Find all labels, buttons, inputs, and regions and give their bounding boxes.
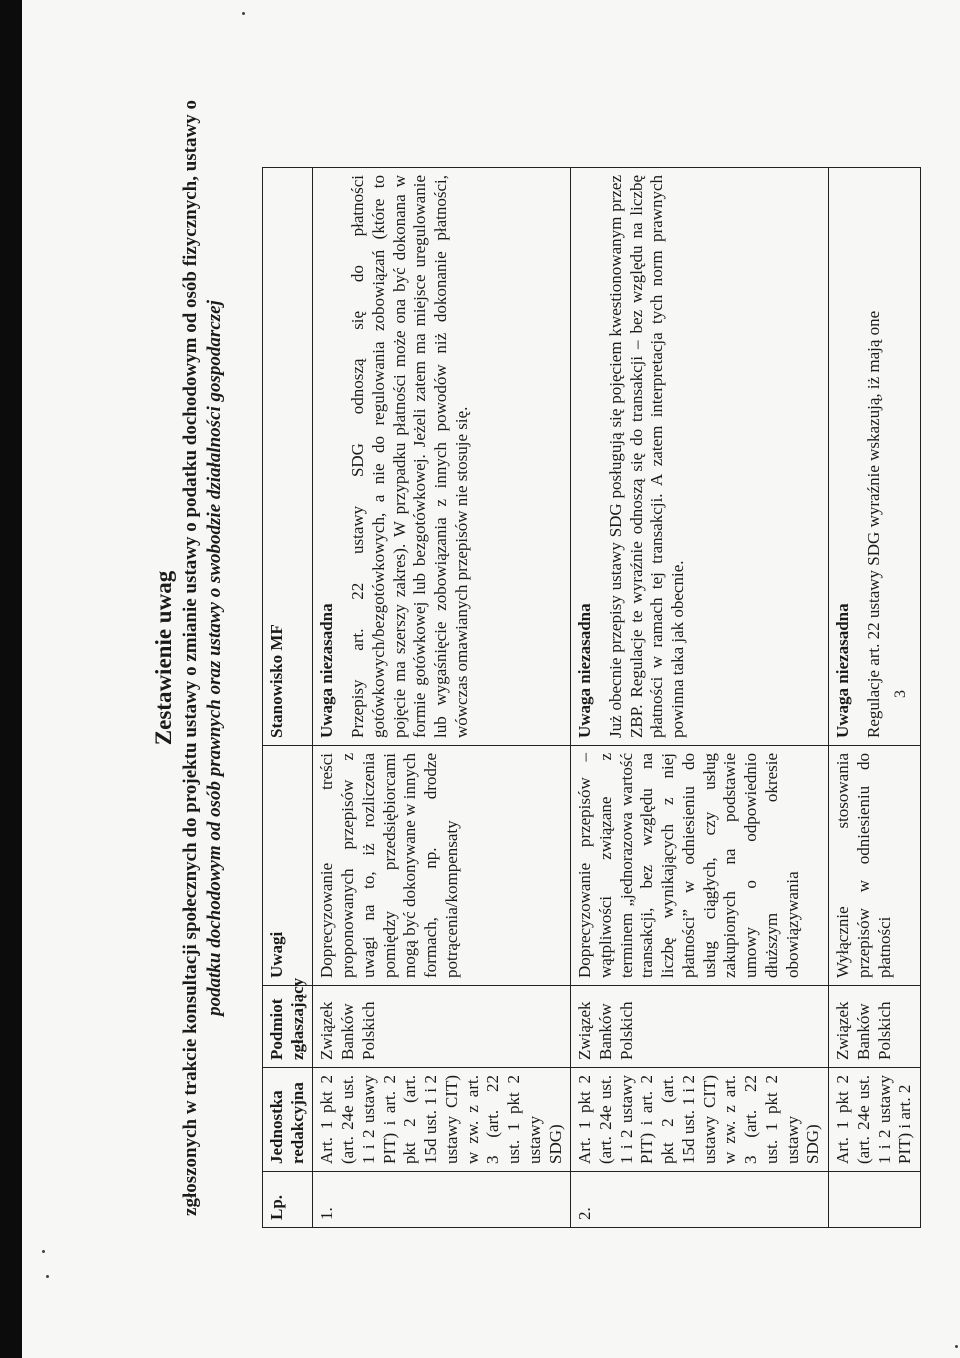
- cell-remarks: Wyłącznie stosowania przepisów w odniesieniu do płatności: [829, 746, 921, 986]
- table-row: [571, 168, 829, 1228]
- cell-entity: Związek Banków Polskich: [571, 986, 829, 1068]
- document-subtitle-line1: zgłoszonych w trakcie konsultacji społecznych do projektu ustawy o zmianie ustawy o podatku dochodowym od osób fizycznych, ustawy o: [179, 100, 201, 1216]
- mf-verdict: Uwaga niezasadna: [317, 603, 337, 738]
- header-entity: Podmiot zgłaszający: [263, 986, 313, 1068]
- comments-table: [262, 167, 921, 1228]
- cell-unit: Art. 1 pkt 2 (art. 24e ust. 1 i 2 ustawy PIT) i art. 2 pkt 2 (art. 15d ust. 1 i 2 ustawy CIT) w zw. z art. 3 (art. 22 ust. 1 pkt 2 ustawy SDG): [313, 1068, 571, 1172]
- cell-lp: [829, 1172, 921, 1228]
- cell-unit: Art. 1 pkt 2 (art. 24e ust. 1 i 2 ustawy PIT) i art. 2: [829, 1068, 921, 1172]
- table-row: [313, 168, 571, 1228]
- mf-text: Już obecnie przepisy ustawy SDG posługują się pojęciem kwestionowanym przez ZBP. Regulacje te wyraźnie odnoszą się do transakcji – bez względu na liczbę płatności w ramach tej transakcji. A zatem interpretacja tych norm prawnych powinna taka jak obecnie.: [606, 175, 688, 738]
- header-mf: Stanowisko MF: [263, 168, 313, 746]
- cell-mf: [829, 168, 921, 746]
- cell-lp: 1.: [313, 1172, 571, 1228]
- cell-remarks: Doprecyzowanie treści proponowanych przepisów z uwagi na to, iż rozliczenia pomiędzy przedsiębiorcami mogą być dokonywane w innych formach, np. drodze potrącenia/kompensaty: [313, 746, 571, 986]
- cell-mf: [571, 168, 829, 746]
- cell-unit: Art. 1 pkt 2 (art. 24e ust. 1 i 2 ustawy PIT) i art. 2 pkt 2 (art. 15d ust. 1 i 2 ustawy CIT) w zw. z art. 3 (art. 22 ust. 1 pkt 2 ustawy SDG): [571, 1068, 829, 1172]
- document-header: [150, 98, 226, 1218]
- page-number: 3: [892, 690, 909, 698]
- header-remarks: Uwagi: [263, 746, 313, 986]
- mf-verdict: Uwaga niezasadna: [833, 603, 853, 738]
- header-unit: Jednostka redakcyjna: [263, 1068, 313, 1172]
- cell-entity: Związek Banków Polskich: [313, 986, 571, 1068]
- cell-mf: [313, 168, 571, 746]
- cell-lp: 2.: [571, 1172, 829, 1228]
- document-subtitle-line2: podatku dochodowym od osób prawnych oraz ustawy o swobodzie działalności gospodarczej: [203, 300, 225, 1016]
- mf-text: Regulacje art. 22 ustawy SDG wyraźnie wskazują, iż mają one: [863, 310, 883, 738]
- cell-entity: Związek Banków Polskich: [829, 986, 921, 1068]
- table-header-row: [263, 168, 313, 1228]
- mf-text: Przepisy art. 22 ustawy SDG odnoszą się do płatności gotówkowych/bezgotówkowych, a nie do regulowania zobowiązań (które to pojęcie ma szerszy zakres). W przypadku płatności może ona być dokonana w formie gotówkowej lub bezgotówkowej. Jeżeli zatem ma miejsce uregulowanie lub wygaśnięcie zobowiązania z innych powodów niż dokonanie płatności, wówczas omawianych przepisów nie stosuje się.: [348, 175, 471, 738]
- header-lp: Lp.: [263, 1172, 313, 1228]
- mf-verdict: Uwaga niezasadna: [575, 603, 595, 738]
- document-title: Zestawienie uwag: [151, 570, 176, 746]
- cell-remarks: Doprecyzowanie przepisów – wątpliwości związane z terminem „jednorazowa wartość transakcji, bez względu na liczbę wynikających z niej płatności” w odniesieniu do usług ciągłych, czy usług zakupionych na podstawie umowy o odpowiednio dłuższym okresie obowiązywania: [571, 746, 829, 986]
